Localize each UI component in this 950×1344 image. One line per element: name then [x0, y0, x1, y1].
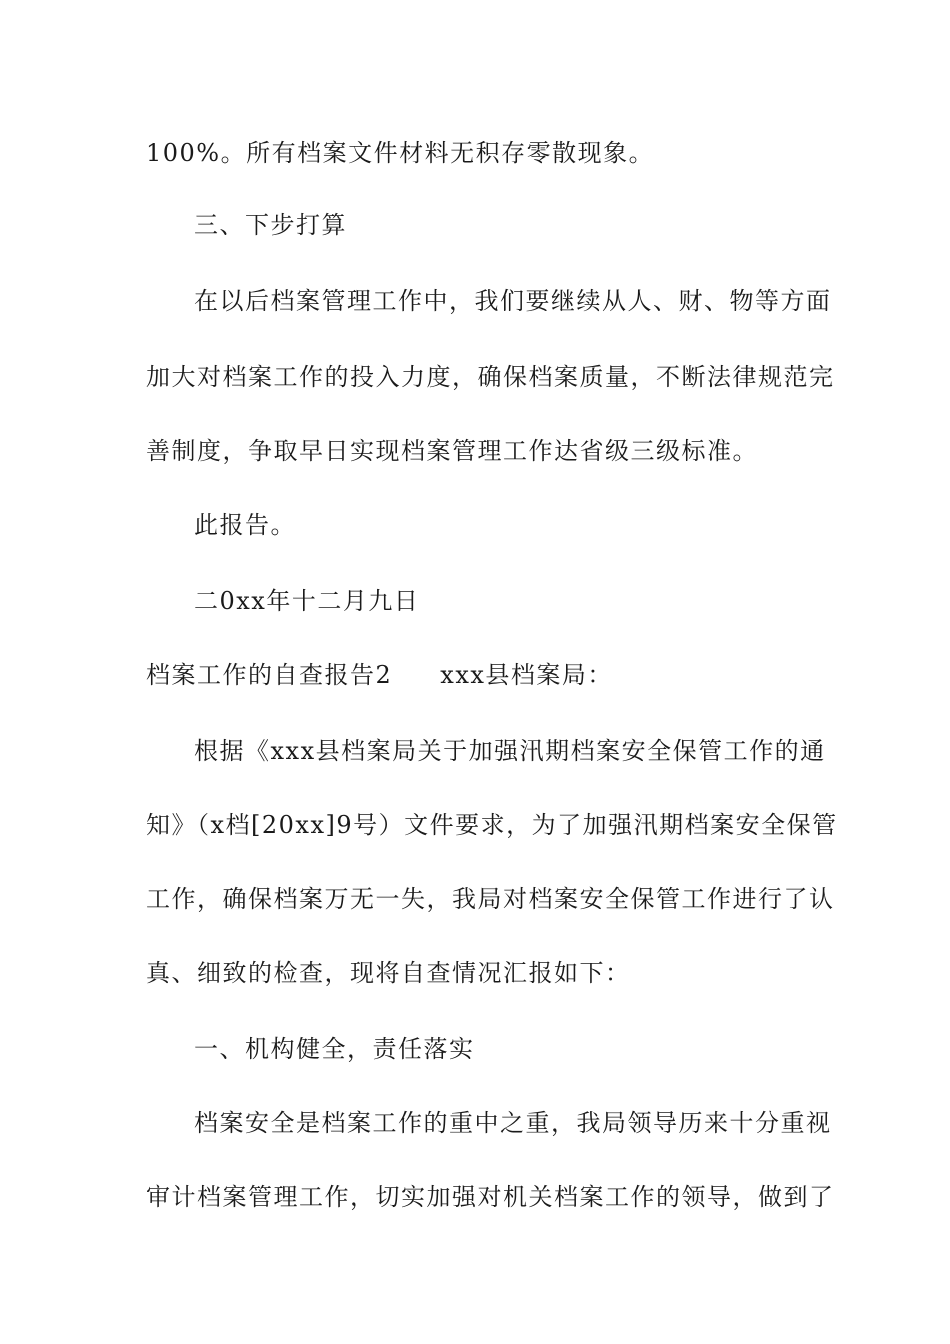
paragraph-line: 善制度，争取早日实现档案管理工作达省级三级标准。 [146, 437, 758, 465]
date-line: 二0xx年十二月九日 [194, 587, 420, 615]
paragraph-line: 知》（x档[20xx]9号）文件要求，为了加强汛期档案安全保管 [146, 811, 838, 839]
paragraph-line: 工作，确保档案万无一失，我局对档案安全保管工作进行了认 [146, 885, 835, 913]
paragraph-line: 100%。所有档案文件材料无积存零散现象。 [146, 139, 655, 167]
closing-line: 此报告。 [194, 511, 296, 539]
report-title-line [146, 660, 806, 690]
paragraph-line: 根据《xxx县档案局关于加强汛期档案安全保管工作的通 [194, 737, 826, 765]
paragraph-line: 档案安全是档案工作的重中之重，我局领导历来十分重视 [194, 1109, 832, 1137]
report-title: 档案工作的自查报告2 [146, 661, 393, 689]
section-heading: 一、机构健全，责任落实 [194, 1035, 475, 1063]
paragraph-line: 在以后档案管理工作中，我们要继续从人、财、物等方面 [194, 287, 832, 315]
paragraph-line: 真、细致的检查，现将自查情况汇报如下： [146, 959, 631, 987]
section-heading: 三、下步打算 [194, 211, 347, 239]
addressee: xxx县档案局： [440, 661, 613, 689]
paragraph-line: 加大对档案工作的投入力度，确保档案质量，不断法律规范完 [146, 363, 835, 391]
paragraph-line: 审计档案管理工作，切实加强对机关档案工作的领导，做到了 [146, 1183, 835, 1211]
